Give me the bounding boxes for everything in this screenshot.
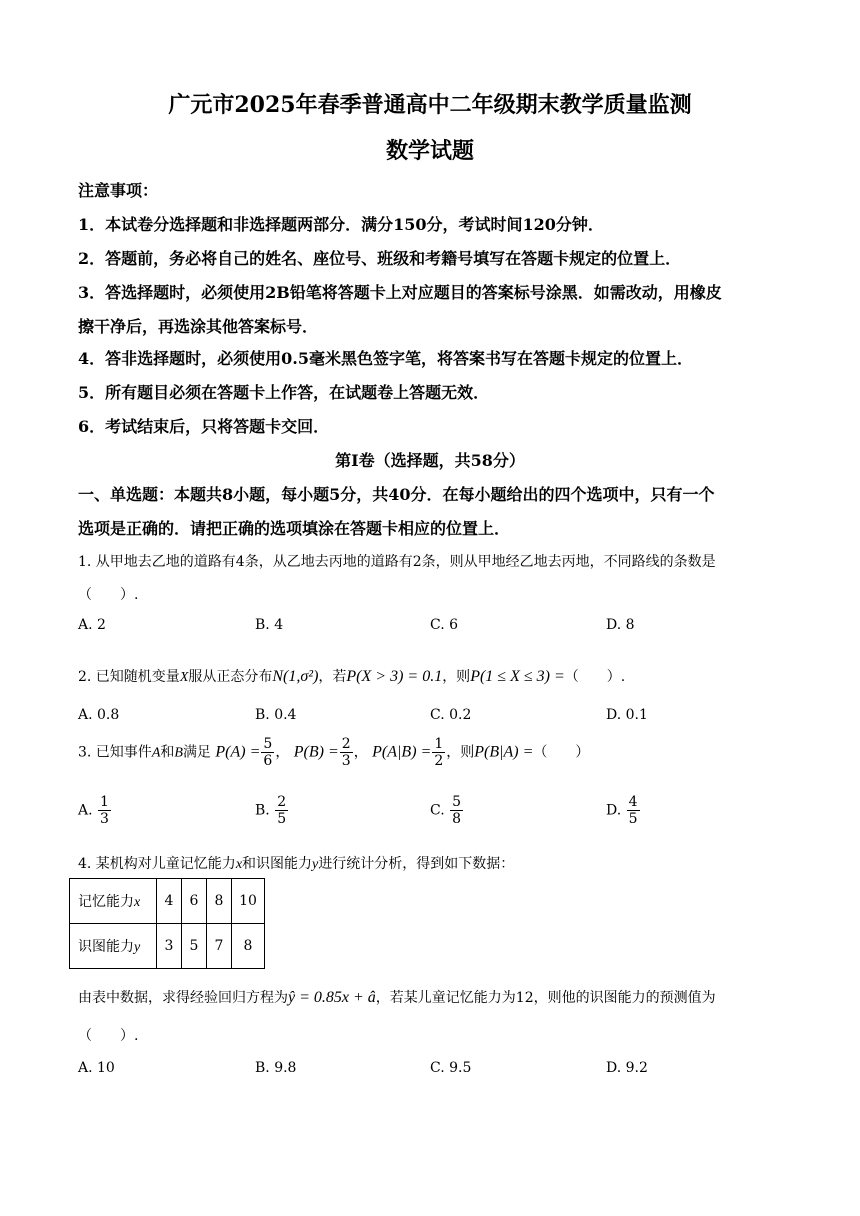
q2-ask: P(1 ≤ X ≤ 3) = <box>470 668 565 685</box>
q1-option-c: C. 6 <box>430 617 459 633</box>
q3-pb-den: 3 <box>341 753 351 769</box>
q3-then: ，则 <box>446 744 475 761</box>
q2-option-c: C. 0.2 <box>430 707 472 723</box>
part1-instructions: 一、单选题：本题共8小题，每小题5分，共40分．在每小题给出的四个选项中，只有一个 <box>78 485 715 504</box>
q4-var-x: x <box>235 857 243 872</box>
q4-data-table <box>69 878 265 969</box>
q3-pa-den: 6 <box>263 753 273 769</box>
notice-item-3-cont: 擦干净后，再选涂其他答案标号． <box>78 317 319 336</box>
q1-stem-cont: （ ）. <box>78 587 139 603</box>
table-cell: 4 <box>157 879 182 924</box>
notice-item-1: 1．本试卷分选择题和非选择题两部分．满分150分，考试时间120分钟． <box>78 215 604 234</box>
q4-after-prefix: 由表中数据，求得经验回归方程为 <box>78 990 288 1006</box>
q2-option-d: D. 0.1 <box>606 707 648 723</box>
q3-option-c <box>430 794 464 827</box>
table-cell: 5 <box>182 924 207 969</box>
q3-option-a-den: 3 <box>100 811 109 827</box>
q3-pa-fraction <box>261 736 274 769</box>
q4-followup-cont: （ ）. <box>78 1028 139 1044</box>
q3-pab-fraction <box>432 736 445 769</box>
q3-pa-num: 5 <box>263 736 273 752</box>
q3-event-b: B <box>174 745 183 761</box>
q3-comma-2: ， <box>353 744 368 761</box>
q3-pb: P(B) = <box>293 743 339 761</box>
q4-option-a: A. 10 <box>78 1060 115 1076</box>
table-cell: 7 <box>207 924 232 969</box>
table-row <box>70 924 265 969</box>
section-title: 第Ⅰ卷（选择题，共58分） <box>335 451 525 470</box>
q4-option-b: B. 9.8 <box>255 1060 297 1076</box>
table-cell: 8 <box>207 879 232 924</box>
q4-option-d: D. 9.2 <box>606 1060 648 1076</box>
exam-title: 广元市2025年春季普通高中二年级期末教学质量监测 <box>168 92 692 118</box>
q4-equation: ŷ = 0.85x + â <box>288 989 376 1006</box>
q3-option-d-fraction <box>627 794 640 827</box>
q2-option-a: A. 0.8 <box>78 707 120 723</box>
q4-followup <box>78 987 716 1007</box>
q3-option-c-fraction <box>450 794 463 827</box>
q3-meet: 满足 <box>182 744 211 761</box>
q3-option-a <box>78 794 112 827</box>
q2-var: X <box>179 670 189 685</box>
q3-pab-num: 1 <box>434 736 444 752</box>
q4-prefix: 4. 某机构对儿童记忆能力 <box>78 856 236 872</box>
q2-prefix: 2. 已知随机变量 <box>78 669 180 685</box>
q4-option-c: C. 9.5 <box>430 1060 472 1076</box>
q3-option-a-num: 1 <box>100 794 109 810</box>
q3-event-a: A <box>151 745 161 761</box>
q2-option-b: B. 0.4 <box>255 707 297 723</box>
q3-option-b-fraction <box>275 794 288 827</box>
notice-heading: 注意事项： <box>78 181 159 200</box>
q3-option-b-num: 2 <box>277 794 287 810</box>
q3-pa: P(A) = <box>215 743 261 761</box>
notice-item-2: 2．答题前，务必将自己的姓名、座位号、班级和考籍号填写在答题卡规定的位置上． <box>78 249 682 268</box>
row1-var: x <box>134 895 141 910</box>
q4-tail: 进行统计分析，得到如下数据： <box>318 856 515 872</box>
row2-label: 识图能力 <box>78 939 134 955</box>
q1-option-a: A. 2 <box>78 617 106 633</box>
q3-option-c-label: C. <box>430 802 445 819</box>
notice-item-5: 5．所有题目必须在答题卡上作答，在试题卷上答题无效． <box>78 383 490 402</box>
q3-option-a-label: A. <box>78 802 93 819</box>
q1-option-d: D. 8 <box>606 617 635 633</box>
q3-option-d-num: 4 <box>628 794 638 810</box>
q3-ask: P(B|A) = <box>474 743 534 761</box>
q3-comma-1: ， <box>275 744 290 761</box>
q2-dist: N(1,σ²) <box>272 668 319 685</box>
row1-label: 记忆能力 <box>78 894 134 910</box>
q3-stem <box>78 736 589 769</box>
row2-var: y <box>134 940 141 955</box>
q2-mid1: 服从正态分布 <box>188 669 273 685</box>
q3-option-b-label: B. <box>255 802 270 819</box>
table-cell: 6 <box>182 879 207 924</box>
exam-subtitle: 数学试题 <box>385 138 474 164</box>
q3-pab: P(A|B) = <box>372 743 432 761</box>
q3-option-c-num: 5 <box>452 794 462 810</box>
q3-option-d <box>606 794 641 827</box>
q3-prefix: 3. 已知事件 <box>78 744 152 761</box>
q4-var-y: y <box>312 857 319 872</box>
q1-stem: 1. 从甲地去乙地的道路有4条，从乙地去丙地的道路有2条，则从甲地经乙地去丙地，不同路线的条数是 <box>78 554 716 570</box>
q2-mid3: ，则 <box>442 669 471 685</box>
q1-option-b: B. 4 <box>255 617 284 633</box>
notice-item-6: 6．考试结束后，只将答题卡交回． <box>78 417 330 436</box>
table-cell: 3 <box>157 924 182 969</box>
q3-option-d-den: 5 <box>628 811 638 827</box>
q4-after-tail: ，若某儿童记忆能力为12，则他的识图能力的预测值为 <box>375 990 716 1006</box>
q3-and: 和 <box>160 744 175 761</box>
table-row <box>70 879 265 924</box>
q3-tail: （ ） <box>533 744 590 761</box>
q2-mid2: ，若 <box>318 669 347 685</box>
q2-tail: （ ）. <box>564 669 626 685</box>
q3-pb-fraction <box>340 736 353 769</box>
q3-pab-den: 2 <box>434 753 444 769</box>
q2-stem <box>78 666 625 686</box>
q3-option-b <box>255 794 289 827</box>
part1-instructions-cont: 选项是正确的．请把正确的选项填涂在答题卡相应的位置上． <box>78 519 511 538</box>
table-cell: 8 <box>232 924 265 969</box>
q3-option-b-den: 5 <box>277 811 287 827</box>
q2-cond: P(X > 3) = 0.1 <box>346 668 443 685</box>
q4-stem <box>78 853 514 873</box>
q3-option-c-den: 8 <box>452 811 462 827</box>
q3-option-a-fraction <box>98 794 111 827</box>
table-row-label <box>70 879 157 924</box>
q3-pb-num: 2 <box>341 736 351 752</box>
notice-item-4: 4．答非选择题时，必须使用0.5毫米黑色签字笔，将答案书写在答题卡规定的位置上． <box>78 349 693 368</box>
table-row-label <box>70 924 157 969</box>
q3-option-d-label: D. <box>606 802 622 819</box>
table-cell: 10 <box>232 879 265 924</box>
notice-item-3: 3．答选择题时，必须使用2B铅笔将答题卡上对应题目的答案标号涂黑．如需改动，用橡皮 <box>78 283 722 302</box>
q4-mid: 和识图能力 <box>242 856 313 872</box>
